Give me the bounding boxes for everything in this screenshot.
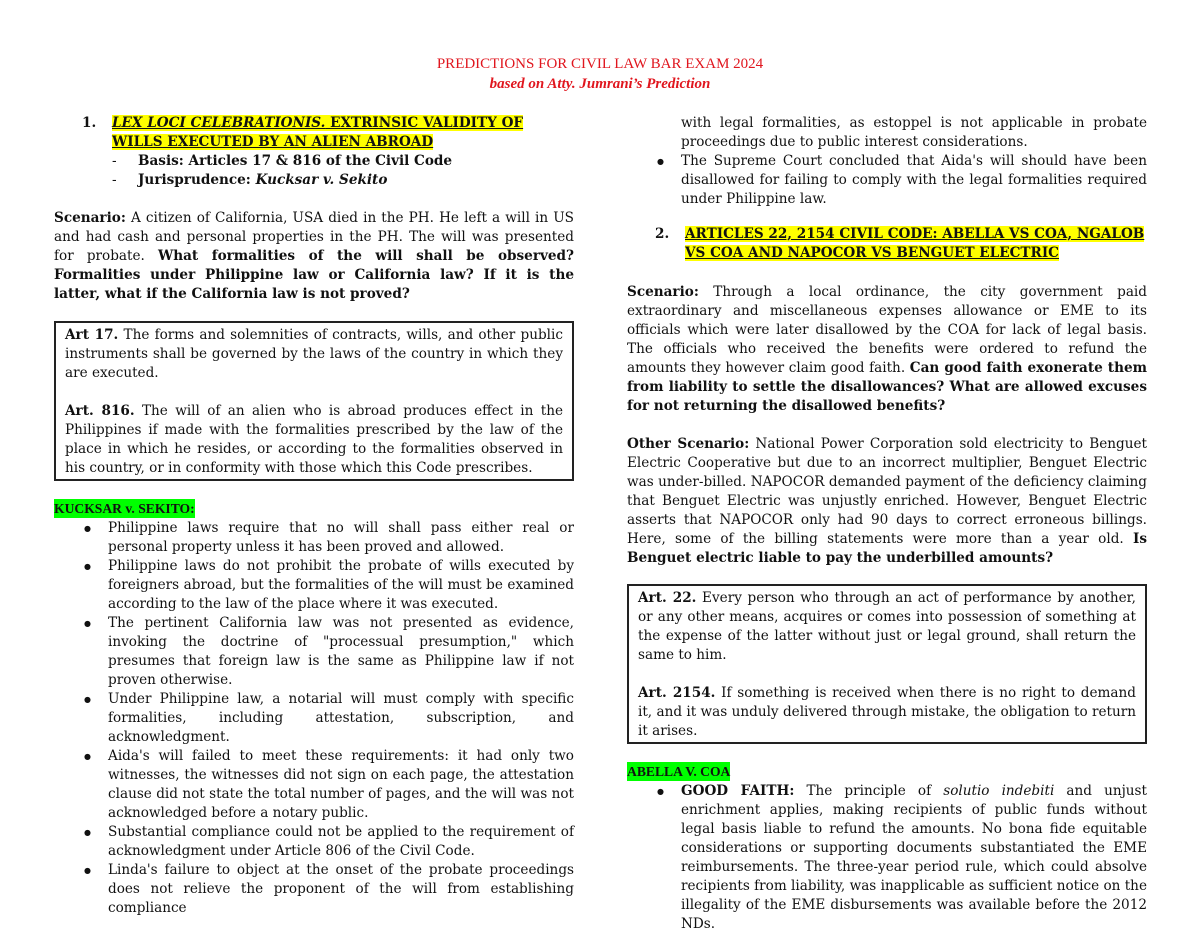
abella-case-label: ABELLA V. COA (627, 764, 731, 779)
section-1-heading (54, 114, 574, 152)
kucksar-case-label: KUCKSAR v. SEKITO: (54, 501, 195, 516)
section-2-heading (627, 225, 1147, 263)
other-scenario-question: Is Benguet electric liable to pay the underbilled amounts? (627, 531, 1147, 566)
basis-item: - Basis: Articles 17 & 816 of the Civil Code (112, 152, 574, 171)
list-item: ● Linda's failure to object at the onset of the probate proceedings does not relieve the proponent of the will from establishing compliance (108, 861, 574, 918)
art-816-paragraph: Art. 816. The will of an alien who is abroad produces effect in the Philippines if made with the formalities prescribed by the law of the place in which he resides, or according to the formalities observed in his country, or in conformity with those which this Code prescribes. (65, 403, 563, 476)
section-1-scenario (54, 209, 574, 304)
good-faith-item: ● GOOD FAITH: The principle of solutio indebiti and unjust enrichment applies, making recipients of public funds without legal basis liable to refund the amounts. No bona fide equitable considerations or supporting documents substantiated the EME reimbursements. The three-year period rule, which could absolve recipients from liability, was inapplicable as sufficient notice on the illegality of the EME disbursements was available before the 2012 NDs. (681, 782, 1147, 934)
kucksar-bullet-list (54, 519, 574, 918)
section-1-heading-italic: LEX LOCI CELEBRATIONIS. (112, 115, 326, 131)
document-subtitle: based on Atty. Jumrani’s Prediction (489, 76, 711, 92)
section-2-scenario-question: Can good faith exonerate them from liability to settle the disallowances? What are allowed excuses for not returning the disallowed benefits? (627, 360, 1147, 414)
abella-bullet-list (627, 782, 1147, 934)
list-item: ● Under Philippine law, a notarial will must comply with specific formalities, including attestation, subscription, and acknowledgment. (108, 690, 574, 747)
section-1-number: 1. (82, 115, 97, 131)
left-column (54, 114, 574, 918)
scenario-question: What formalities of the will shall be observed? Formalities under Philippine law or California law? If it is the latter, what if the California law is not proved? (54, 248, 575, 302)
bullet-continuation: with legal formalities, as estoppel is not applicable in probate proceedings due to public interest considerations. (681, 115, 1147, 150)
list-item: ● Philippine laws do not prohibit the probate of wills executed by foreigners abroad, but the formalities of the will must be examined according to the law of the place where it was executed. (108, 557, 574, 614)
jurisprudence-case: Kucksar v. Sekito (255, 172, 388, 188)
list-item: ● Philippine laws require that no will shall pass either real or personal property unless it has been proved and allowed. (108, 519, 574, 557)
section-2-heading-text: ARTICLES 22, 2154 CIVIL CODE: ABELLA VS COA, NGALOB VS COA AND NAPOCOR VS BENGUET ELECTRIC (685, 226, 1145, 261)
conclusion-list (627, 152, 1147, 209)
section-1-basis-list (54, 152, 574, 190)
articles-17-816-box (54, 321, 574, 481)
articles-22-2154-box (627, 584, 1147, 744)
list-item: ● Substantial compliance could not be applied to the requirement of acknowledgment under Article 806 of the Civil Code. (108, 823, 574, 861)
section-2-scenario: Scenario: Through a local ordinance, the city government paid extraordinary and miscellaneous expenses allowance or EME to its officials which were later disallowed by the COA for lack of legal basis. The officials who received the benefits were ordered to refund the amounts they however claim good faith. Can good faith exonerate them from liability to settle the disallowances? What are allowed excuses for not returning the disallowed benefits? (627, 284, 1147, 414)
art-22-paragraph: Art. 22. Every person who through an act of performance by another, or any other means, acquires or comes into possession of something at the expense of the latter without just or legal ground, shall return the same to him. (638, 590, 1136, 663)
section-2-other-scenario: Other Scenario: National Power Corporation sold electricity to Benguet Electric Cooperative but due to an incorrect multiplier, Benguet Electric was under-billed. NAPOCOR demanded payment of the deficiency claiming that Benguet Electric was unjustly enriched. However, Benguet Electric asserts that NAPOCOR only had 90 days to correct erroneous billings. Here, some of the billing statements were more than a year old. Is Benguet electric liable to pay the underbilled amounts? (627, 436, 1147, 566)
list-item: ● The Supreme Court concluded that Aida's will should have been disallowed for failing to comply with the legal formalities required under Philippine law. (681, 152, 1147, 209)
art-2154-paragraph: Art. 2154. If something is received when there is no right to demand it, and it was unduly delivered through mistake, the obligation to return it arises. (638, 685, 1136, 739)
document-title: PREDICTIONS FOR CIVIL LAW BAR EXAM 2024 (436, 56, 764, 72)
list-item: ● The pertinent California law was not presented as evidence, invoking the doctrine of "processual presumption," which presumes that foreign law is the same as Philippine law if not proven otherwise. (108, 614, 574, 690)
section-2-number: 2. (655, 226, 670, 242)
list-item: ● Aida's will failed to meet these requirements: it had only two witnesses, the witnesses did not sign on each page, the attestation clause did not state the total number of pages, and the will was not acknowledged before a notary public. (108, 747, 574, 823)
right-column (627, 114, 1147, 934)
jurisprudence-item: - Jurisprudence: Kucksar v. Sekito (112, 171, 574, 190)
scenario-label: Scenario: (54, 210, 126, 226)
section-1-heading-text: EXTRINSIC VALIDITY OF WILLS EXECUTED BY AN ALIEN ABROAD (112, 115, 524, 150)
scenario-text: A citizen of California, USA died in the PH. He left a will in US and had cash and personal properties in the PH. The will was presented for probate. (54, 210, 574, 264)
art-17-paragraph: Art 17. The forms and solemnities of contracts, wills, and other public instruments shall be governed by the laws of the country in which they are executed. (65, 327, 563, 381)
